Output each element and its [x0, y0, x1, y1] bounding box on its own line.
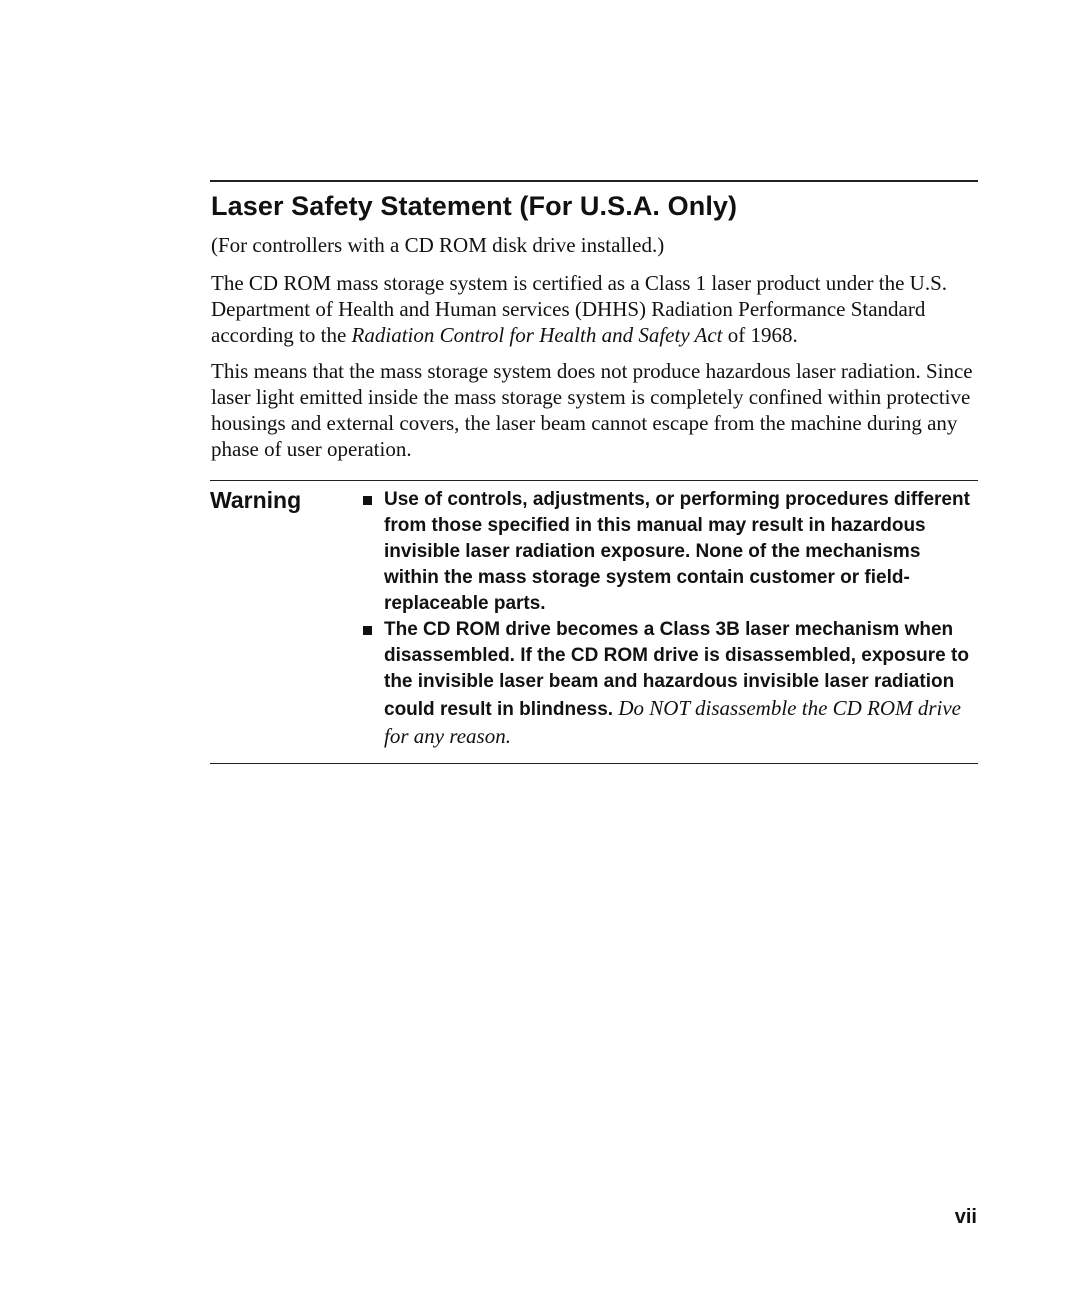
warning-item-text: Use of controls, adjustments, or performing procedures different from those specified in this manual may result in hazardous invisible laser radiation exposure. None of the mechanisms within the mass storage system contain customer or field-replaceable parts. [384, 489, 970, 614]
warning-list [360, 481, 978, 751]
intro-paragraph: (For controllers with a CD ROM disk drive installed.) [211, 233, 665, 257]
warning-block [210, 481, 978, 751]
act-name: Radiation Control for Health and Safety Act [351, 323, 723, 347]
warning-item-italic-text: Do NOT disassemble the CD ROM drive for any reason. [384, 696, 961, 748]
warning-item-bold-text: The CD ROM drive becomes a Class 3B laser mechanism when disassembled. If the CD ROM drive is disassembled, exposure to the invisible laser beam and hazardous invisible laser radiation could result in blindness. [384, 619, 969, 720]
warning-item [360, 617, 978, 751]
bullet-icon [360, 617, 384, 751]
explanation-paragraph: This means that the mass storage system does not produce hazardous laser radiation. Since laser light emitted inside the mass storage system is completely confined within protective housings and external covers, the laser beam cannot escape from the machine during any phase of user operation. [211, 359, 973, 461]
top-rule [210, 180, 978, 182]
warning-label: Warning [210, 487, 302, 513]
page-number: vii [954, 1206, 977, 1228]
certification-tail: of 1968. [722, 323, 798, 347]
page-content [210, 180, 978, 764]
bullet-icon [360, 487, 384, 617]
bottom-rule [210, 763, 978, 764]
certification-lead: The CD ROM mass storage system is certified as a Class 1 laser product under the U.S. Department of Health and Human services (DHHS) Radiation Performance Standard according to the [211, 271, 948, 347]
section-title: Laser Safety Statement (For U.S.A. Only) [211, 191, 738, 221]
certification-paragraph [211, 270, 978, 348]
warning-item-text [384, 617, 978, 751]
warning-item [360, 487, 978, 617]
